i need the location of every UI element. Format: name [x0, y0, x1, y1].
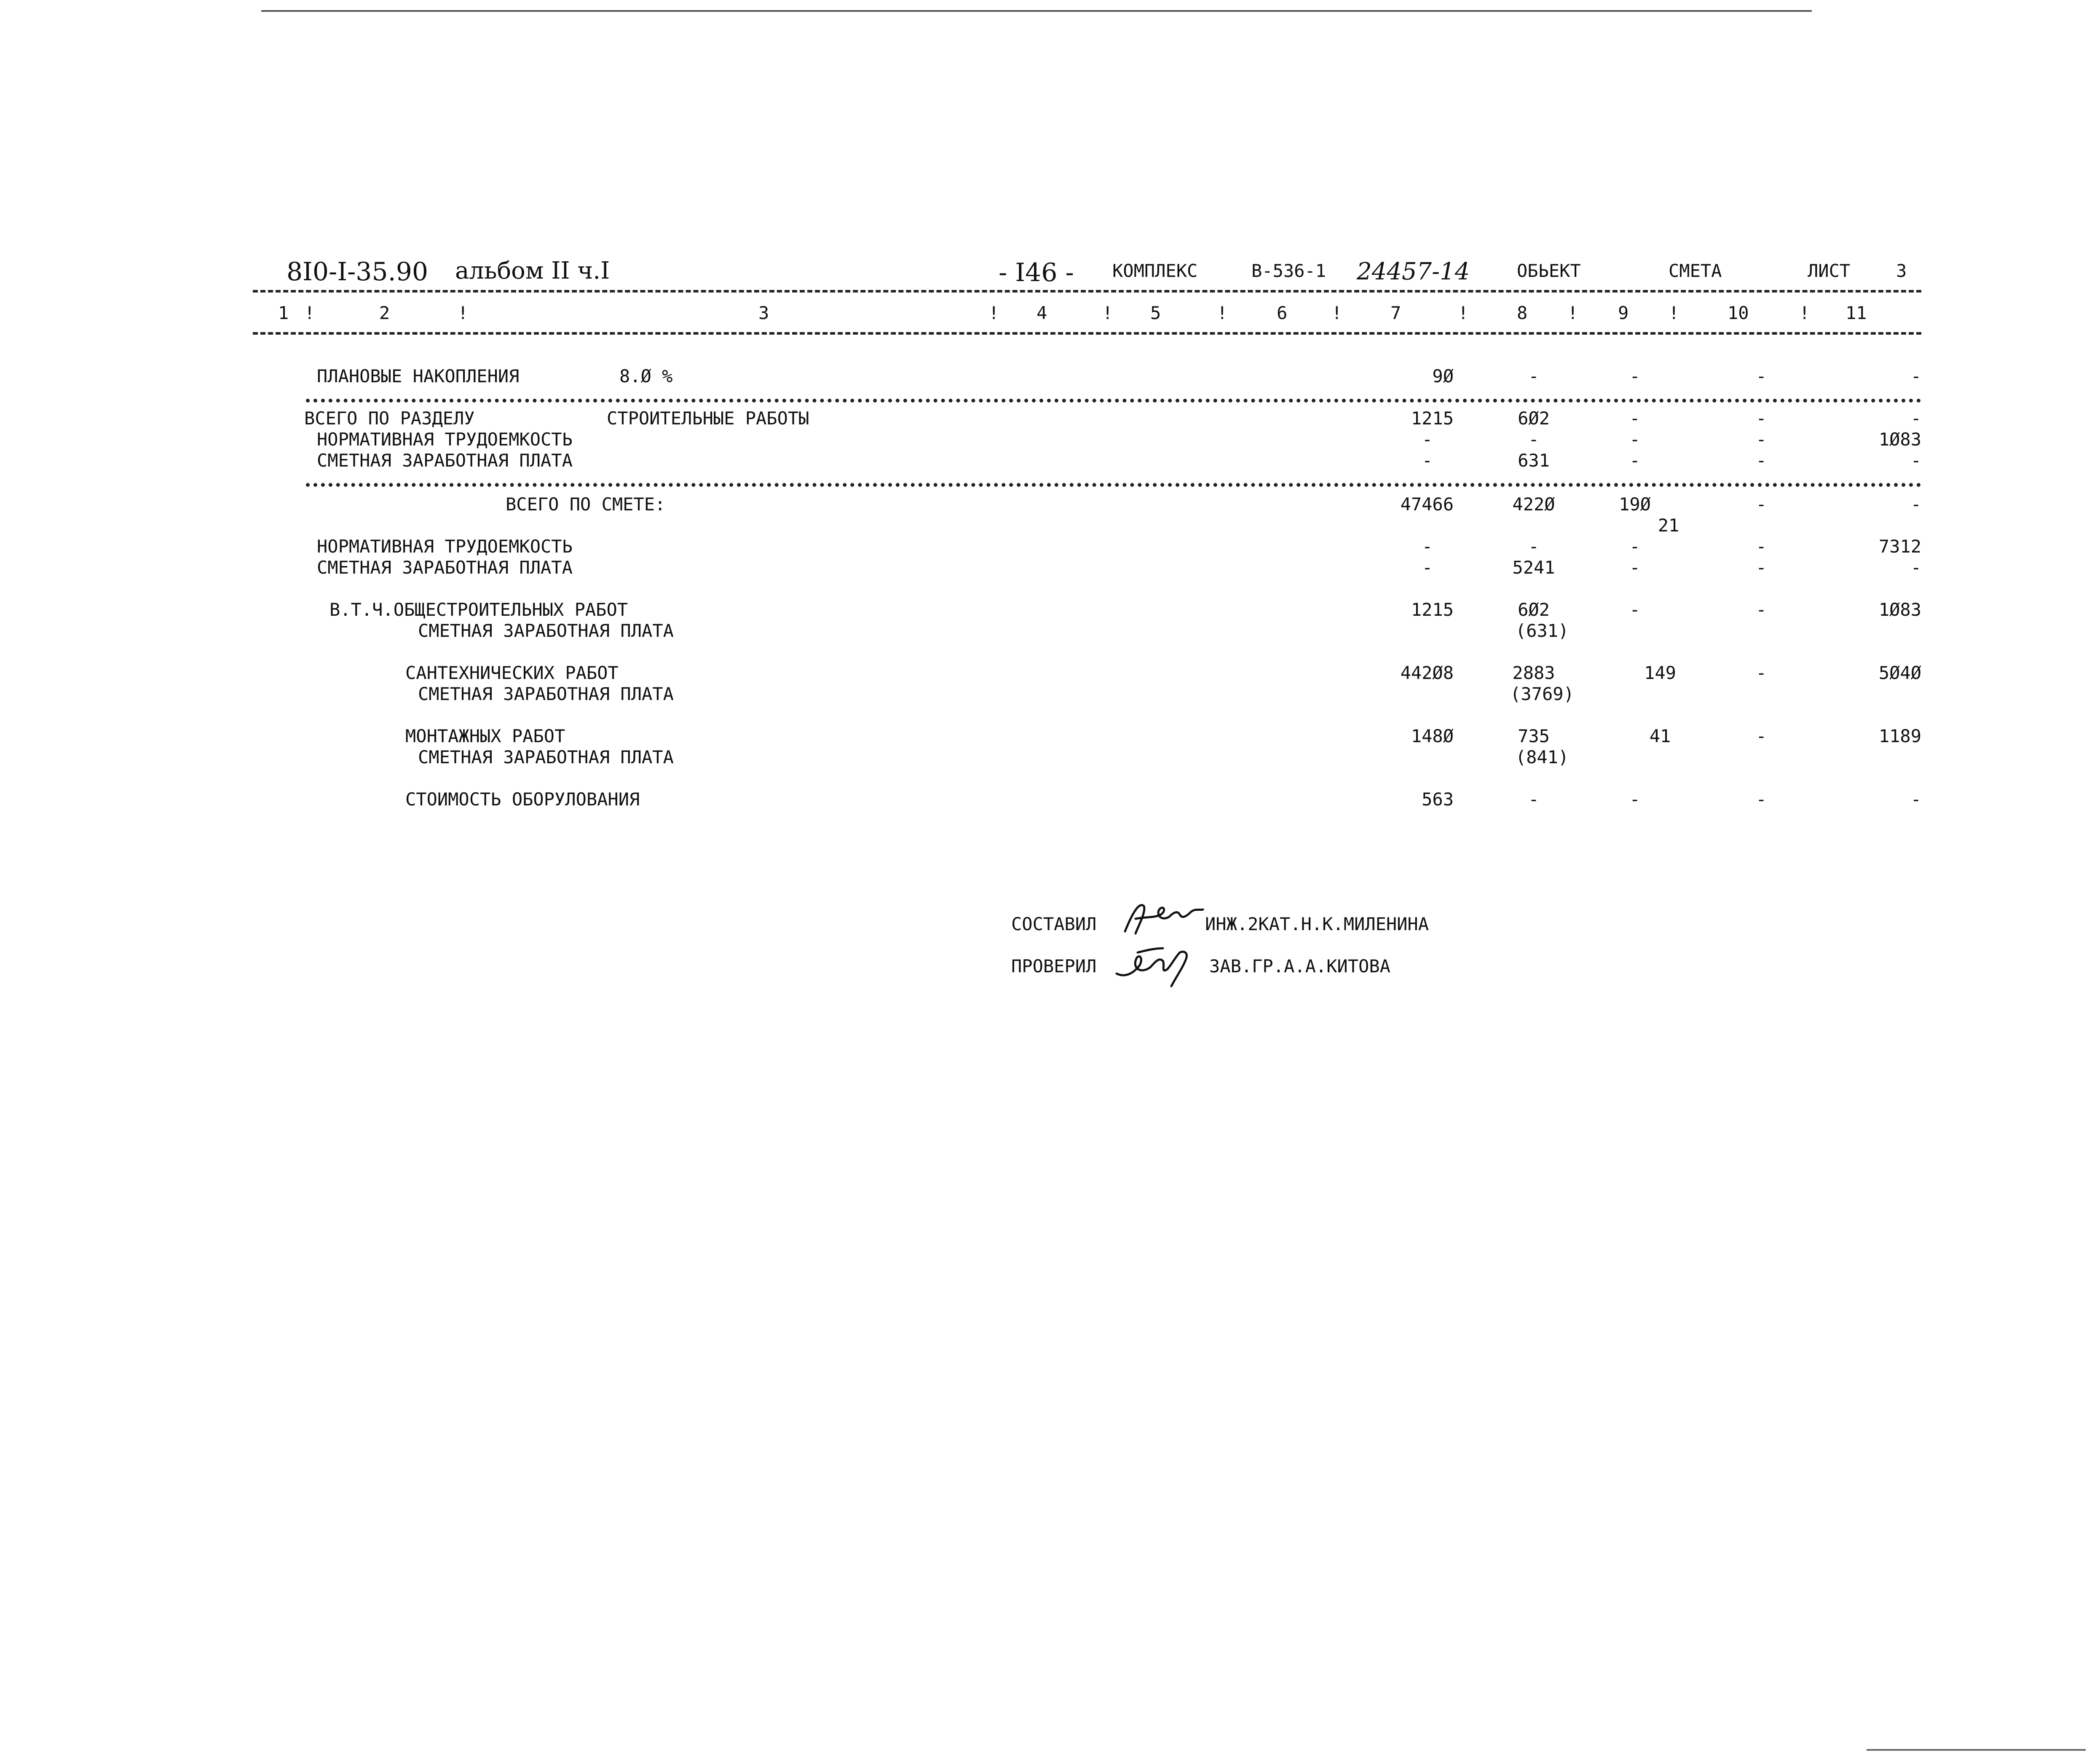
row-label: МОНТАЖНЫХ РАБОТ: [405, 726, 565, 746]
cell-col7: -: [1422, 557, 1433, 578]
complex-code: В-536-1: [1251, 260, 1326, 281]
cell-col8: -: [1528, 536, 1539, 557]
cell-col8: 2883: [1512, 663, 1555, 683]
page-number: - I46 -: [999, 258, 1074, 287]
cell-col7: 9Ø: [1432, 366, 1454, 386]
cell-col10: -: [1756, 408, 1767, 429]
cell-col11: -: [1910, 450, 1921, 471]
row-label: НОРМАТИВНАЯ ТРУДОЕМКОСТЬ: [317, 429, 573, 450]
cell-col8: 735: [1518, 726, 1550, 746]
column-number: 7: [1390, 303, 1401, 323]
cell-col9: -: [1629, 429, 1640, 450]
row-label: САНТЕХНИЧЕСКИХ РАБОТ: [405, 663, 619, 683]
compiled-by: ИНЖ.2КАТ.Н.К.МИЛЕНИНА: [1205, 914, 1429, 934]
column-separator: !: [1331, 303, 1342, 323]
scan-edge-line: [261, 10, 1812, 12]
row-label: В.Т.Ч.ОБЩЕСТРОИТЕЛЬНЫХ РАБОТ: [329, 599, 628, 620]
cell-col9: -: [1629, 557, 1640, 578]
complex-label: КОМПЛЕКС: [1112, 260, 1198, 281]
column-number: 11: [1846, 303, 1867, 323]
estimate-label: СМЕТА: [1669, 260, 1722, 281]
column-separator: !: [1217, 303, 1228, 323]
cell-col7: 563: [1422, 789, 1454, 810]
column-number: 8: [1517, 303, 1528, 323]
cell-col10: -: [1756, 557, 1767, 578]
row-label: СМЕТНАЯ ЗАРАБОТНАЯ ПЛАТА: [317, 557, 573, 578]
cell-col10: -: [1756, 494, 1767, 515]
cell-col8-sub: (3769): [1510, 684, 1574, 704]
object-label: ОБЬЕКТ: [1517, 260, 1581, 281]
cell-col9: -: [1629, 450, 1640, 471]
cell-col8: 6Ø2: [1518, 408, 1550, 429]
cell-col8: 422Ø: [1512, 494, 1555, 515]
column-separator: !: [458, 303, 469, 323]
column-separator: !: [1799, 303, 1810, 323]
cell-col8: -: [1528, 429, 1539, 450]
column-separator: !: [1669, 303, 1679, 323]
column-separator: !: [304, 303, 315, 323]
column-number: 10: [1728, 303, 1749, 323]
column-number: 2: [379, 303, 390, 323]
cell-col9: -: [1629, 408, 1640, 429]
cell-col7: 1215: [1411, 408, 1454, 429]
cell-col11: 1189: [1878, 726, 1921, 746]
cell-col8-sub: (631): [1515, 620, 1569, 641]
column-number: 5: [1150, 303, 1161, 323]
cell-col9: -: [1629, 366, 1640, 386]
doc-code: 8I0-I-35.90: [287, 257, 429, 287]
sheet-label: ЛИСТ: [1808, 260, 1851, 281]
dotted-separator: [306, 399, 1921, 402]
row-label: ВСЕГО ПО СМЕТЕ:: [506, 494, 666, 515]
cell-col10: -: [1756, 366, 1767, 386]
row-sublabel: СМЕТНАЯ ЗАРАБОТНАЯ ПЛАТА: [418, 684, 674, 704]
cell-col7: 1215: [1411, 599, 1454, 620]
checked-signature-icon: [1108, 927, 1201, 990]
sheet-number: 3: [1896, 260, 1907, 281]
cell-col11: 7312: [1878, 536, 1921, 557]
row-label: ПЛАНОВЫЕ НАКОПЛЕНИЯ: [317, 366, 520, 386]
cell-col11: 1Ø83: [1878, 599, 1921, 620]
cell-col9: 19Ø: [1619, 494, 1651, 515]
cell-col9-sub: 21: [1658, 515, 1679, 536]
cell-col11: -: [1910, 494, 1921, 515]
cell-col10: -: [1756, 599, 1767, 620]
cell-col10: -: [1756, 429, 1767, 450]
cell-col8: 631: [1518, 450, 1550, 471]
row-sublabel: СМЕТНАЯ ЗАРАБОТНАЯ ПЛАТА: [418, 620, 674, 641]
column-number: 6: [1277, 303, 1288, 323]
cell-col8: 6Ø2: [1518, 599, 1550, 620]
column-number: 9: [1618, 303, 1629, 323]
cell-col11: -: [1910, 366, 1921, 386]
column-number: 3: [758, 303, 769, 323]
cell-col10: -: [1756, 663, 1767, 683]
header-rule-top: [253, 290, 1921, 292]
column-separator: !: [1458, 303, 1469, 323]
row-sublabel: СМЕТНАЯ ЗАРАБОТНАЯ ПЛАТА: [418, 747, 674, 767]
cell-col11: 1Ø83: [1878, 429, 1921, 450]
cell-col8-sub: (841): [1515, 747, 1569, 767]
column-separator: !: [1567, 303, 1578, 323]
cell-col10: -: [1756, 726, 1767, 746]
cell-col11: 5Ø4Ø: [1878, 663, 1921, 683]
checked-label: ПРОВЕРИЛ: [1011, 956, 1097, 977]
cell-col8: 5241: [1512, 557, 1555, 578]
column-number: 4: [1037, 303, 1047, 323]
cell-col9: -: [1629, 536, 1640, 557]
cell-col9: 41: [1649, 726, 1671, 746]
cell-col8: -: [1528, 366, 1539, 386]
row-label: НОРМАТИВНАЯ ТРУДОЕМКОСТЬ: [317, 536, 573, 557]
column-number: 1: [278, 303, 289, 323]
cell-col8: -: [1528, 789, 1539, 810]
cell-col9: 149: [1644, 663, 1676, 683]
cell-col7: 148Ø: [1411, 726, 1454, 746]
dotted-separator: [306, 483, 1921, 487]
cell-col7: -: [1422, 429, 1433, 450]
handwritten-number: 24457-14: [1357, 258, 1470, 285]
cell-col9: -: [1629, 599, 1640, 620]
cell-col11: -: [1910, 789, 1921, 810]
column-separator: !: [1102, 303, 1113, 323]
scan-edge-line: [1867, 1749, 2086, 1751]
cell-col11: -: [1910, 557, 1921, 578]
cell-col7: -: [1422, 536, 1433, 557]
album-label: альбом II ч.I: [455, 257, 610, 284]
header-rule-bottom: [253, 332, 1921, 335]
cell-col7: -: [1422, 450, 1433, 471]
cell-col10: -: [1756, 536, 1767, 557]
cell-col7: 47466: [1400, 494, 1454, 515]
cell-col7: 442Ø8: [1400, 663, 1454, 683]
row-label: ВСЕГО ПО РАЗДЕЛУ: [304, 408, 475, 429]
cell-col10: -: [1756, 789, 1767, 810]
compiled-label: СОСТАВИЛ: [1011, 914, 1097, 934]
rate-value: 8.Ø %: [619, 366, 673, 386]
row-label: СМЕТНАЯ ЗАРАБОТНАЯ ПЛАТА: [317, 450, 573, 471]
checked-by: ЗАВ.ГР.А.А.КИТОВА: [1209, 956, 1390, 977]
column-separator: !: [988, 303, 999, 323]
cell-col11: -: [1910, 408, 1921, 429]
section-name: СТРОИТЕЛЬНЫЕ РАБОТЫ: [607, 408, 809, 429]
cell-col10: -: [1756, 450, 1767, 471]
row-label: СТОИМОСТЬ ОБОРУЛОВАНИЯ: [405, 789, 640, 810]
cell-col9: -: [1629, 789, 1640, 810]
